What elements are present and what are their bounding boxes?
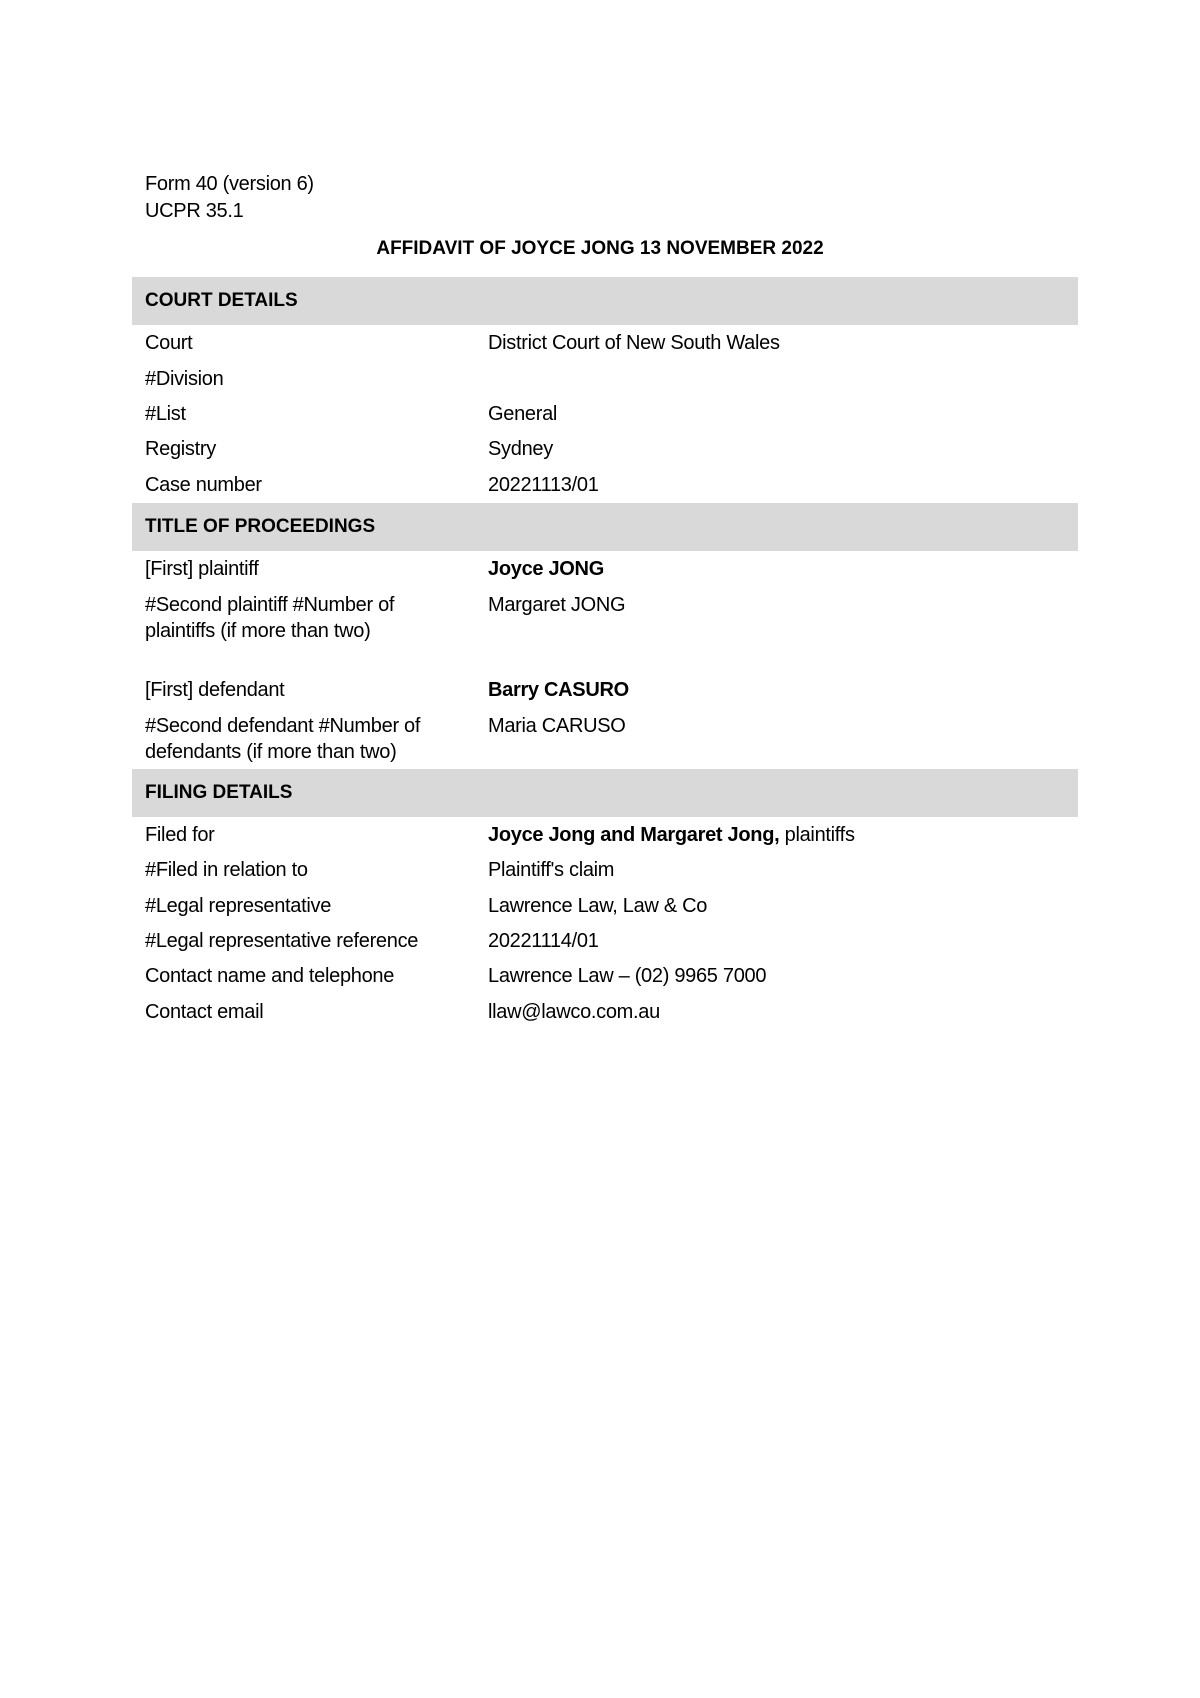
document-title: AFFIDAVIT OF JOYCE JONG 13 NOVEMBER 2022 [376,238,824,259]
legal-representative-reference-value: 20221114/01 [488,930,599,952]
first-plaintiff-value: Joyce JONG [488,558,604,580]
legal-representative-value: Lawrence Law, Law & Co [488,895,708,917]
filed-in-relation-label: #Filed in relation to [145,859,308,881]
second-defendant-label [145,713,445,765]
filing-details-heading: FILING DETAILS [132,769,1078,817]
second-defendant-label-line2: defendants (if more than two) [145,741,397,763]
second-plaintiff-label-line2: plaintiffs (if more than two) [145,620,371,642]
court-details-heading: COURT DETAILS [132,277,1078,325]
filed-for-role: plaintiffs [779,824,855,846]
filed-in-relation-value: Plaintiff's claim [488,859,615,881]
court-value: District Court of New South Wales [488,332,780,354]
legal-representative-reference-label: #Legal representative reference [145,930,419,952]
second-plaintiff-value: Margaret JONG [488,594,626,616]
case-number-value: 20221113/01 [488,474,599,496]
contact-email-value: llaw@lawco.com.au [488,1001,660,1023]
filed-for-parties: Joyce Jong and Margaret Jong, [488,824,780,846]
contact-name-telephone-label: Contact name and telephone [145,965,395,987]
legal-representative-label: #Legal representative [145,895,332,917]
list-label: #List [145,403,186,425]
registry-value: Sydney [488,438,553,460]
contact-email-label: Contact email [145,1001,264,1023]
filed-for-value [488,822,1058,848]
division-label: #Division [145,368,224,390]
first-plaintiff-label: [First] plaintiff [145,558,259,580]
court-label: Court [145,332,193,354]
case-number-label: Case number [145,474,262,496]
second-plaintiff-label-line1: #Second plaintiff #Number of [145,594,395,616]
second-plaintiff-label [145,592,445,644]
first-defendant-label: [First] defendant [145,679,285,701]
second-defendant-value: Maria CARUSO [488,715,626,737]
second-defendant-label-line1: #Second defendant #Number of [145,715,421,737]
filed-for-label: Filed for [145,824,215,846]
list-value: General [488,403,558,425]
form-rule: UCPR 35.1 [145,200,244,222]
registry-label: Registry [145,438,216,460]
contact-name-telephone-value: Lawrence Law – (02) 9965 7000 [488,965,767,987]
title-of-proceedings-heading: TITLE OF PROCEEDINGS [132,503,1078,551]
form-number: Form 40 (version 6) [145,173,314,195]
first-defendant-value: Barry CASURO [488,679,629,701]
